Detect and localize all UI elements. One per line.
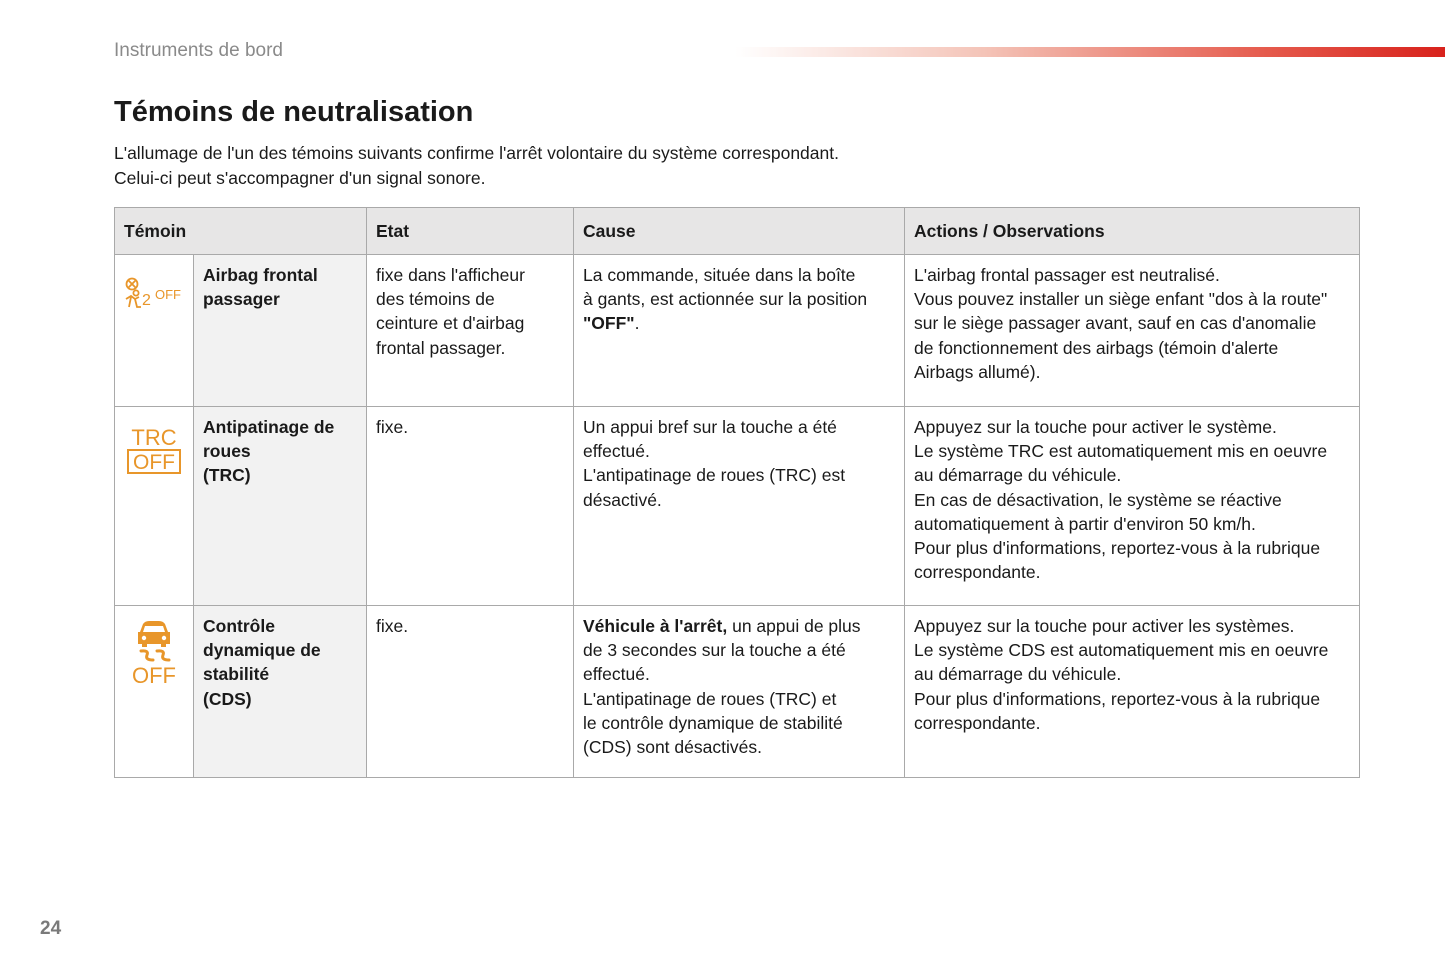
trc-icon-text-bottom: OFF (133, 451, 175, 474)
actions-line: Appuyez sur la touche pour activer le système. (914, 417, 1277, 437)
table-row (115, 255, 1360, 407)
trc-icon-text-top: TRC (131, 425, 177, 450)
trc-off-icon (126, 425, 182, 475)
actions-line: Pour plus d'informations, reportez-vous à la rubrique (914, 538, 1321, 559)
actions-line: au démarrage du véhicule. (914, 465, 1122, 486)
indicator-name (194, 255, 367, 407)
actions-line: au démarrage du véhicule. (914, 664, 1122, 685)
column-header-cause: Cause (574, 208, 905, 255)
name-line: dynamique de (203, 640, 321, 661)
cause-line: L'antipatinage de roues (TRC) est (583, 465, 846, 486)
cause-text: . (634, 313, 640, 334)
page-number: 24 (40, 918, 62, 939)
table-row (115, 407, 1360, 606)
name-line: (CDS) (203, 688, 252, 709)
name-line: (TRC) (203, 465, 251, 486)
cause-line: le contrôle dynamique de stabilité (583, 712, 843, 733)
header-accent-bar (735, 47, 1445, 57)
actions-line: correspondante. (914, 562, 1041, 583)
intro-line: L'allumage de l'un des témoins suivants confirme l'arrêt volontaire du système correspondant. (114, 143, 839, 163)
etat-line: frontal passager. (376, 337, 506, 358)
actions-line: Le système TRC est automatiquement mis en oeuvre (914, 441, 1328, 462)
cause-cell (574, 255, 905, 407)
etat-cell (367, 606, 574, 778)
indicator-name (194, 407, 367, 606)
cause-cell (574, 407, 905, 606)
column-header-actions: Actions / Observations (905, 208, 1360, 255)
cause-text: un appui de plus (727, 616, 861, 636)
cds-off-icon (129, 620, 179, 686)
cause-line (583, 311, 895, 335)
actions-line: Airbags allumé). (914, 361, 1041, 382)
cause-line: L'antipatinage de roues (TRC) et (583, 688, 837, 709)
icon-cell (115, 407, 194, 606)
actions-line: En cas de désactivation, le système se réactive (914, 489, 1282, 510)
actions-line: Vous pouvez installer un siège enfant "dos à la route" (914, 289, 1328, 310)
intro-line: Celui-ci peut s'accompagner d'un signal sonore. (114, 167, 486, 188)
airbag-off-icon (123, 277, 185, 311)
cause-bold-text: "OFF" (583, 313, 635, 334)
cause-cell (574, 606, 905, 778)
actions-cell (905, 606, 1360, 778)
cause-line: La commande, située dans la boîte (583, 265, 856, 285)
etat-line: fixe. (376, 417, 409, 437)
cause-line: de 3 secondes sur la touche a été (583, 640, 846, 661)
indicator-name (194, 606, 367, 778)
column-header-etat: Etat (367, 208, 574, 255)
cause-line: effectué. (583, 441, 650, 462)
name-line: passager (203, 289, 280, 310)
etat-cell (367, 255, 574, 407)
cds-icon-text: OFF (132, 663, 176, 686)
icon-cell (115, 606, 194, 778)
actions-line: automatiquement à partir d'environ 50 km/h. (914, 513, 1256, 534)
intro-text (114, 141, 839, 190)
actions-cell (905, 407, 1360, 606)
section-header: Instruments de bord (114, 40, 283, 61)
actions-line: sur le siège passager avant, sauf en cas d'anomalie (914, 313, 1317, 334)
cause-line: Un appui bref sur la touche a été (583, 417, 837, 437)
cause-bold-text: Véhicule à l'arrêt, (583, 616, 728, 636)
actions-line: correspondante. (914, 712, 1041, 733)
name-line: stabilité (203, 664, 270, 685)
cause-line (583, 614, 895, 638)
actions-line: Pour plus d'informations, reportez-vous à la rubrique (914, 688, 1321, 709)
actions-line: Le système CDS est automatiquement mis en oeuvre (914, 640, 1329, 661)
column-header-temoin: Témoin (115, 208, 367, 255)
cause-line: effectué. (583, 664, 650, 685)
svg-text:2: 2 (142, 292, 151, 309)
name-line: Contrôle (203, 616, 275, 636)
actions-cell (905, 255, 1360, 407)
etat-cell (367, 407, 574, 606)
page-title: Témoins de neutralisation (114, 96, 474, 128)
etat-line: des témoins de (376, 289, 495, 310)
name-line: Airbag frontal (203, 265, 318, 285)
actions-line: Appuyez sur la touche pour activer les systèmes. (914, 616, 1295, 636)
actions-line: de fonctionnement des airbags (témoin d'alerte (914, 337, 1279, 358)
actions-line: L'airbag frontal passager est neutralisé. (914, 265, 1220, 285)
indicator-table (114, 207, 1360, 778)
table-row (115, 606, 1360, 778)
etat-line: ceinture et d'airbag (376, 313, 525, 334)
name-line: roues (203, 441, 251, 462)
table-header-row (115, 208, 1360, 255)
icon-cell (115, 255, 194, 407)
cause-line: à gants, est actionnée sur la position (583, 289, 868, 310)
etat-line: fixe. (376, 616, 409, 636)
cause-line: (CDS) sont désactivés. (583, 737, 762, 758)
etat-line: fixe dans l'afficheur (376, 265, 525, 285)
cause-line: désactivé. (583, 489, 662, 510)
name-line: Antipatinage de (203, 417, 335, 437)
svg-text:OFF: OFF (155, 287, 181, 302)
